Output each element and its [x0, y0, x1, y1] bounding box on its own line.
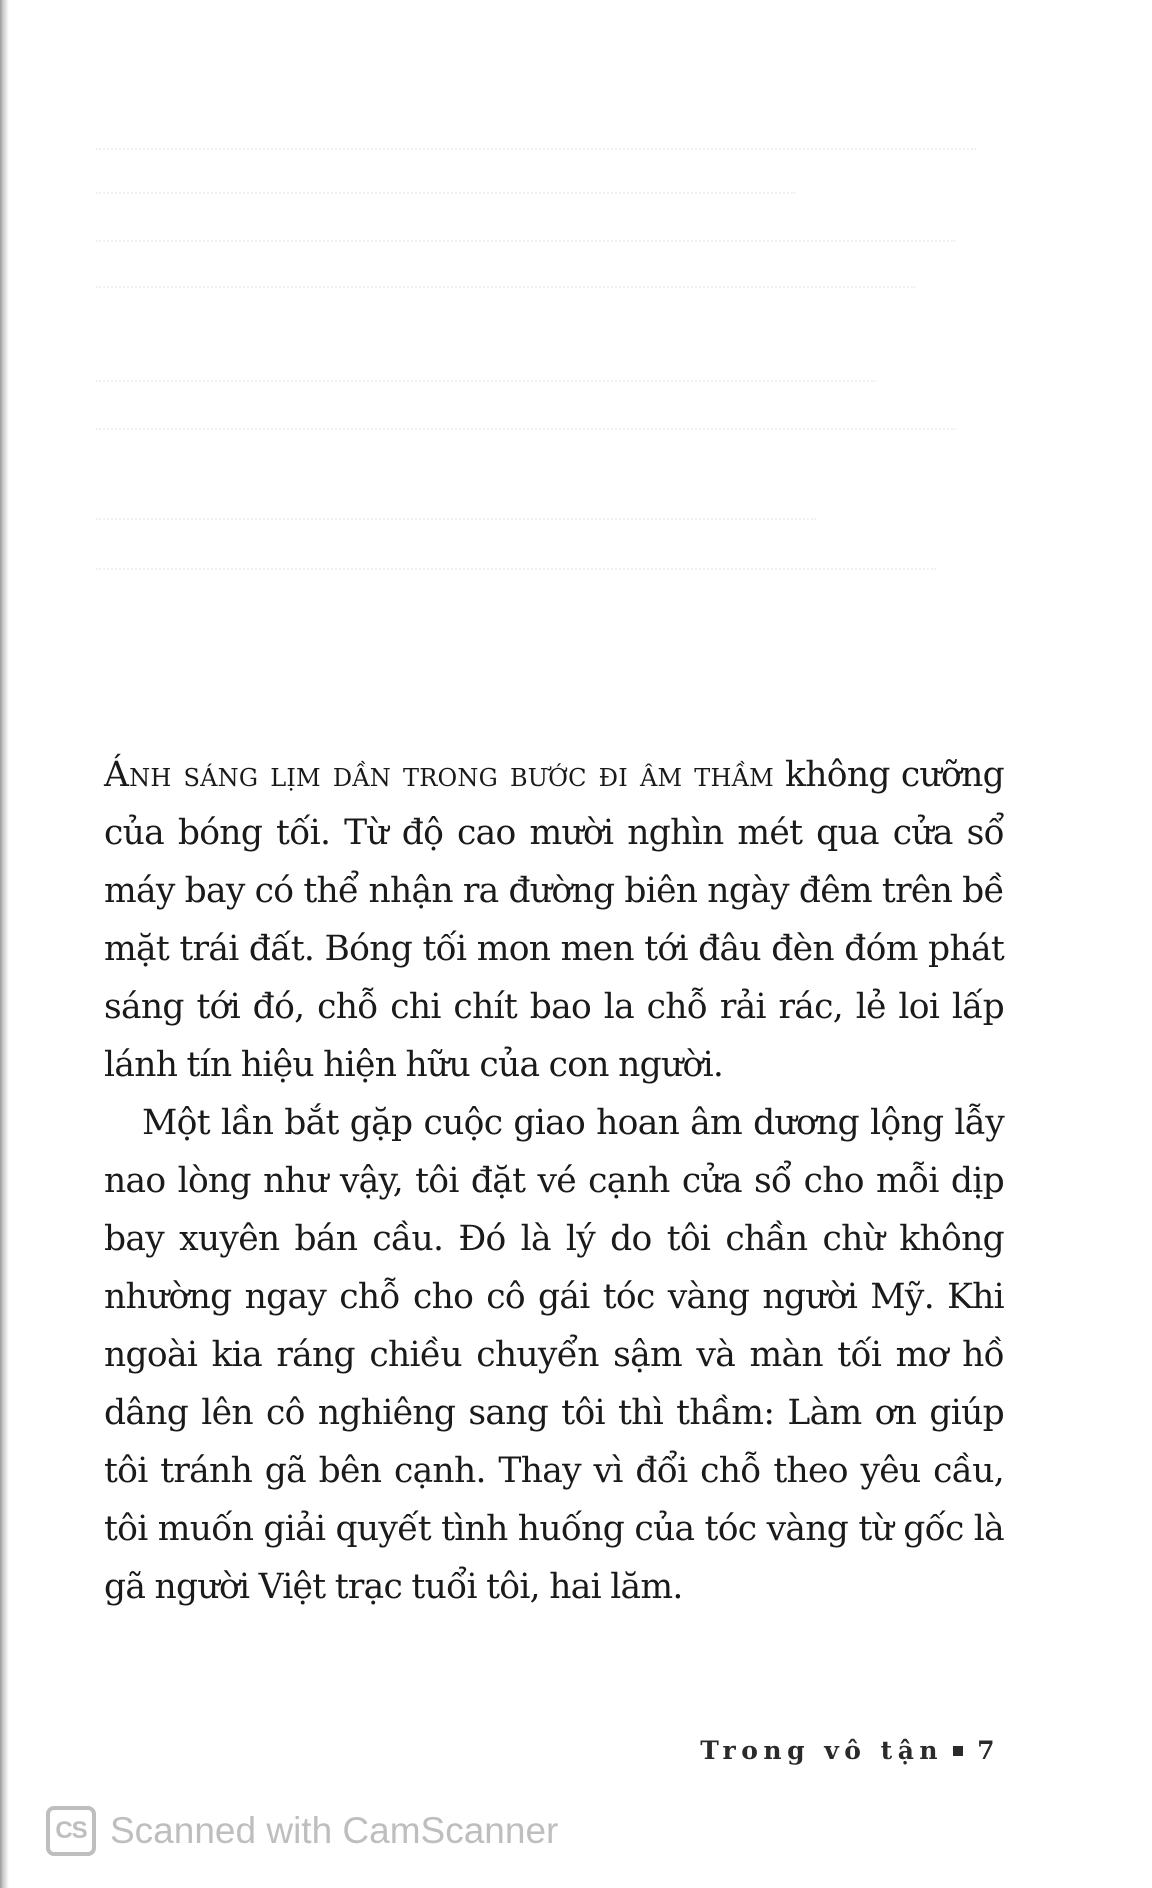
square-bullet-icon	[953, 1746, 963, 1756]
scanned-page-edge	[0, 0, 9, 1888]
running-title: Trong vô tận	[700, 1736, 944, 1765]
paragraph: Một lần bắt gặp cuộc giao hoan âm dương lộng lẫy nao lòng như vậy, tôi đặt vé cạnh cửa sổ cho mỗi dịp bay xuyên bán cầu. Đó là lý do tôi chần chừ không nhường ngay chỗ cho cô gái tóc vàng người Mỹ. Khi ngoài kia ráng chiều chuyển sậm và màn tối mơ hồ dâng lên cô nghiêng sang tôi thì thầm: Làm ơn giúp tôi tránh gã bên cạnh. Thay vì đổi chỗ theo yêu cầu, tôi muốn giải quyết tình huống của tóc vàng từ gốc là gã người Việt trạc tuổi tôi, hai lăm.	[104, 1103, 1004, 1607]
camscanner-watermark	[46, 1806, 558, 1856]
watermark-text: Scanned with CamScanner	[110, 1810, 559, 1851]
show-through-text	[96, 148, 996, 708]
body-text	[104, 746, 1004, 1616]
paragraph	[104, 746, 1004, 1094]
page-number: 7	[977, 1736, 1000, 1765]
paragraph-text: không cưỡng của bóng tối. Từ độ cao mười nghìn mét qua cửa sổ máy bay có thể nhận ra đường biên ngày đêm trên bề mặt trái đất. Bóng tối mon men tới đâu đèn đóm phát sáng tới đó, chỗ chi chít bao la chỗ rải rác, lẻ loi lấp lánh tín hiệu hiện hữu của con người.	[104, 755, 1004, 1085]
opening-small-caps: Ánh sáng lịm dần trong bước đi âm thầm	[104, 755, 774, 795]
camscanner-logo-icon: CS	[46, 1806, 96, 1856]
page-footer	[700, 1736, 1000, 1765]
